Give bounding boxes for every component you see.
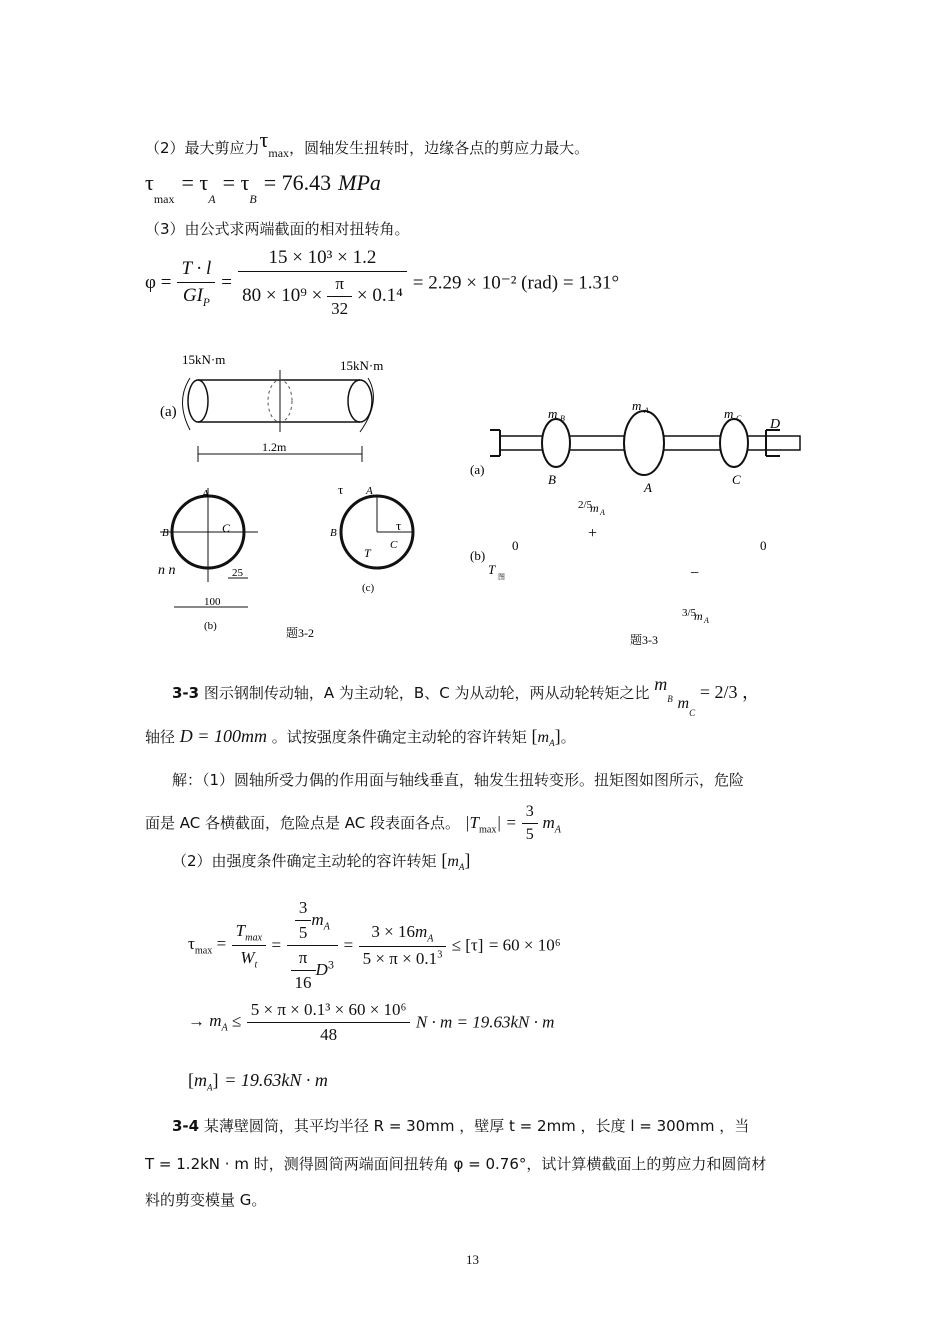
svg-text:A: A — [366, 485, 373, 497]
svg-text:C: C — [736, 414, 742, 423]
q33-line1: 3-3 图示钢制传动轴，A 为主动轮，B、C 为从动轮，两从动轮转矩之比 $m_B$ $m_C = 2/3$ ， — [172, 674, 761, 718]
svg-text:m: m — [694, 609, 703, 623]
svg-text:100: 100 — [204, 596, 221, 608]
svg-text:0: 0 — [512, 538, 519, 553]
svg-text:A: A — [644, 480, 652, 495]
svg-text:T: T — [488, 562, 496, 577]
q34-number: 3-4 — [172, 1117, 200, 1135]
svg-text:2/5: 2/5 — [578, 499, 593, 511]
sol-2: （2）由强度条件确定主动轮的容许转矩 $[m_A]$ — [172, 850, 471, 872]
eq2-numerator: 5 × π × 0.1³ × 60 × 10⁶ — [247, 1000, 411, 1023]
svg-text:C: C — [732, 472, 741, 487]
fig33-caption: 题3-3 — [630, 633, 658, 647]
fig33-label-b: (b) — [470, 548, 486, 563]
fig32-label-c: (c) — [362, 582, 375, 594]
tau-max-value: = 76.43 — [263, 170, 332, 195]
fig32-caption: 题3-2 — [286, 626, 314, 640]
svg-text:+: + — [588, 525, 598, 542]
svg-text:C: C — [390, 539, 398, 551]
svg-text:B: B — [330, 527, 337, 539]
phi-equation: φ = $\frac{T \cdot l}{GI_P}$ = 15 × 10³ × 1.2 80 × 10⁹ × $\frac{\pi}{32}$ × 0.1⁴ = 2.29 × 10⁻² (rad) = 1.31° — [145, 247, 620, 318]
eq-tau-max: $\tau_{max}$ = $\frac{T_{max}}{W_t}$ = $\frac{3}{5}$ $m_A$ $\frac{\pi}{16}$ $D^3$ = $\frac{3 \times 16m_A}{5 \times \pi \times 0.1^3}$ ≤ [τ] = 60 × 10⁶ — [188, 898, 561, 992]
phi-result: = 2.29 × 10⁻² (rad) = 1.31° — [412, 272, 620, 294]
q34-line2: T = 1.2kN · m 时，测得圆筒两端面间扭转角 φ = 0.76°，试计算横截面上的剪应力和圆筒材 — [145, 1155, 767, 1173]
svg-text:3/5: 3/5 — [682, 607, 697, 619]
svg-text:m: m — [632, 398, 642, 413]
svg-text:A: A — [202, 488, 209, 500]
eq1-rhs: = 60 × 10⁶ — [488, 935, 561, 955]
svg-text:B: B — [162, 527, 169, 539]
phi-numerator: 15 × 10³ × 1.2 — [238, 247, 407, 272]
svg-text:B: B — [548, 472, 556, 487]
figure-3-3 — [468, 392, 808, 652]
svg-text:−: − — [690, 565, 700, 582]
fig32-length: 1.2m — [262, 440, 287, 454]
tau-max-equation: $\tau_{max} = \tau_A = \tau_B = 76.43$ MPa — [145, 170, 381, 207]
para-2: （2）最大剪应力$\tau_{max}$，圆轴发生扭转时，边缘各点的剪应力最大。 — [145, 127, 590, 160]
svg-text:m: m — [724, 406, 734, 421]
phi-den-post: × 0.1⁴ — [356, 284, 403, 306]
svg-text:0: 0 — [760, 538, 767, 553]
eq2-denominator: 48 — [320, 1025, 338, 1044]
svg-text:25: 25 — [232, 567, 243, 579]
svg-text:图: 图 — [498, 573, 505, 581]
fig32-load-left: 15kN·m — [182, 352, 226, 367]
svg-text:T: T — [364, 546, 371, 560]
fig32-label-b: (b) — [204, 620, 217, 632]
figure-3-2 — [150, 350, 450, 650]
fig32-load-right: 15kN·m — [340, 358, 384, 373]
q33-text1: 图示钢制传动轴，A 为主动轮，B、C 为从动轮，两从动轮转矩之比 — [203, 684, 650, 702]
q34-line1: 3-4 某薄壁圆筒，其平均半径 R = 30mm ，壁厚 t = 2mm ，长度 l = 300mm ，当 — [172, 1117, 750, 1135]
svg-text:m: m — [590, 501, 599, 515]
fig32-nn: n n — [158, 563, 176, 578]
svg-text:A: A — [644, 406, 649, 415]
q33-number: 3-3 — [172, 684, 200, 702]
tau-max-unit: MPa — [338, 170, 381, 195]
phi-den-pre: 80 × 10⁹ × — [242, 284, 323, 306]
para-2-label: （2）最大剪应力 — [145, 139, 260, 157]
eq2-rhs: N · m = 19.63kN · m — [415, 1012, 555, 1032]
svg-text:D: D — [770, 417, 781, 432]
fig32-label-a: (a) — [160, 404, 177, 420]
svg-text:τ: τ — [396, 518, 402, 533]
svg-text:C: C — [222, 521, 231, 535]
q33-line2: 轴径 D = 100mm 。试按强度条件确定主动轮的容许转矩 $[m_A]$。 — [145, 726, 576, 748]
sol-1a: 解：（1）圆轴所受力偶的作用面与轴线垂直，轴发生扭转变形。扭矩图如图所示，危险 — [172, 771, 745, 789]
svg-text:B: B — [560, 414, 565, 423]
svg-text:m: m — [548, 406, 558, 421]
q34-line3: 料的剪变模量 G。 — [145, 1191, 267, 1209]
q33-D: D = 100mm — [179, 726, 267, 746]
para-3: （3）由公式求两端截面的相对扭转角。 — [145, 220, 410, 238]
eq-result: $[m_A] = 19.63kN \cdot m$ — [188, 1070, 328, 1093]
svg-text:τ: τ — [338, 482, 344, 497]
page-number: 13 — [466, 1252, 479, 1267]
svg-text:A: A — [704, 616, 709, 625]
fig33-label-a: (a) — [470, 462, 485, 477]
eq-mA: → $m_A$ ≤ $\frac{\text{5 × π × 0.1³ × 60 × 10⁶}}{48}$ N · m = 19.63kN · m — [188, 1000, 555, 1044]
eq3-rhs: = 19.63kN · m — [224, 1070, 328, 1090]
svg-text:A: A — [600, 508, 605, 517]
q33-ratio: = 2/3 ， — [699, 682, 761, 702]
sol-1b: 面是 AC 各横截面，危险点是 AC 段表面各点。 $|T_{max}|$ = $\frac{3}{5}$ $m_A$ — [145, 803, 561, 843]
para-2-tail: ，圆轴发生扭转时，边缘各点的剪应力最大。 — [289, 139, 590, 157]
